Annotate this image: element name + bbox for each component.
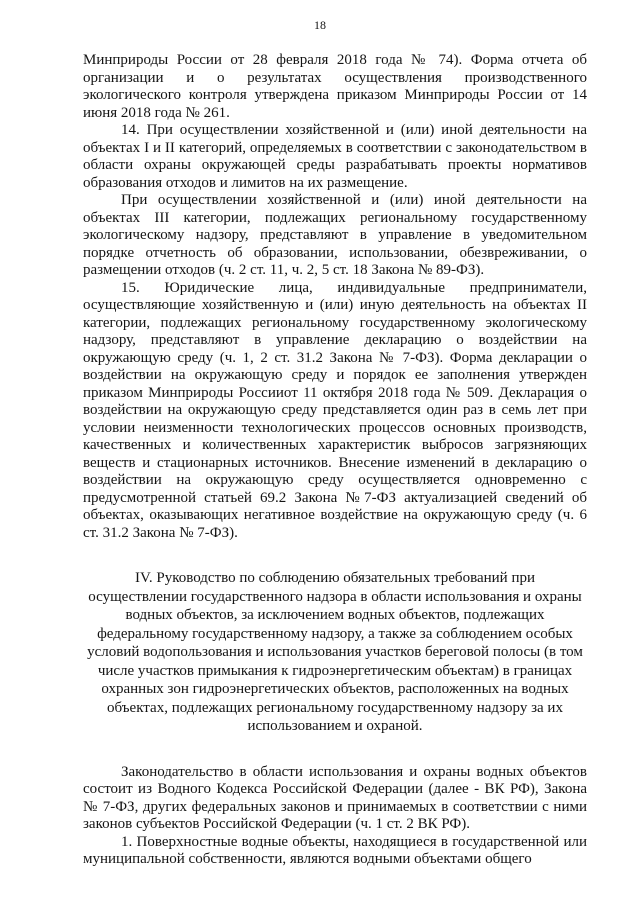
paragraph-item-15: 15. Юридические лица, индивидуальные предприниматели, осуществляющие хозяйственную и (или) иную деятельность на объектах II категории, подлежащих региональному государственному экологическому надзору, представляют в управление декларацию о воздействии на окружающую среду (ч. 1, 2 ст. 31.2 Закона № 7-ФЗ). Форма декларации о воздействии на окружающую среду и порядок ее заполнения утвержден приказом Минприроды Россииот 11 октября 2018 года № 509. Декларация о воздействии на окружающую среду представляется один раз в семь лет при условии неизменности технологических процессов основных производств, качественных и количественных характеристик выбросов загрязняющих веществ и стационарных источников. Внесение изменений в декларацию о воздействии на окружающую среду осуществляется одновременно с предусмотренной статьей 69.2 Закона №7-ФЗ актуализацией сведений об объектах, оказывающих негативное воздействие на окружающую среду (ч. 6 ст. 31.2 Закона № 7-ФЗ). bbox=[83, 279, 587, 541]
paragraph-continuation: Минприроды России от 28 февраля 2018 года № 74). Форма отчета об организации и о результатах осуществления производственного экологического контроля утверждена приказом Минприроды России от 14 июня 2018 года № 261. bbox=[83, 52, 587, 121]
page-number: 18 bbox=[314, 18, 326, 32]
paragraph-water-legislation: Законодательство в области использования и охраны водных объектов состоит из Водного Кодекса Российской Федерации (далее - ВК РФ), Закона № 7-ФЗ, других федеральных законов и принимаемых в соответствии с ними законов субъектов Российской Федерации (ч. 1 ст. 2 ВК РФ). bbox=[83, 763, 587, 832]
paragraph-item-14: 14. При осуществлении хозяйственной и (или) иной деятельности на объектах I и II категорий, определяемых в соответствии с законодательством в области охраны окружающей среды разрабатывать проекты нормативов образования отходов и лимитов на их размещение. bbox=[83, 122, 587, 191]
paragraph-category-iii: При осуществлении хозяйственной и (или) иной деятельности на объектах III категории, подлежащих региональному государственному экологическому надзору, представляют в управление в уведомительном порядке отчетность об образовании, использовании, обезвреживании, о размещении отходов (ч. 2 ст. 11, ч. 2, 5 ст. 18 Закона № 89-ФЗ). bbox=[83, 192, 587, 278]
section-heading-iv: IV. Руководство по соблюдению обязательных требований при осуществлении государственного надзора в области использования и охраны водных объектов, за исключением водных объектов, подлежащих федеральному государственному надзору, а также за соблюдением особых условий водопользования и использования участков береговой полосы (в том числе участков примыкания к гидроэнергетическим объектам) в границах охранных зон гидроэнергетических объектов, расположенных на водных объектах, подлежащих региональному государственному надзору за их использованием и охраной. bbox=[87, 570, 583, 734]
paragraph-item-1-surface-water: 1. Поверхностные водные объекты, находящиеся в государственной или муниципальной собственности, являются водными объектами общего bbox=[83, 833, 587, 867]
document-body bbox=[83, 52, 587, 869]
